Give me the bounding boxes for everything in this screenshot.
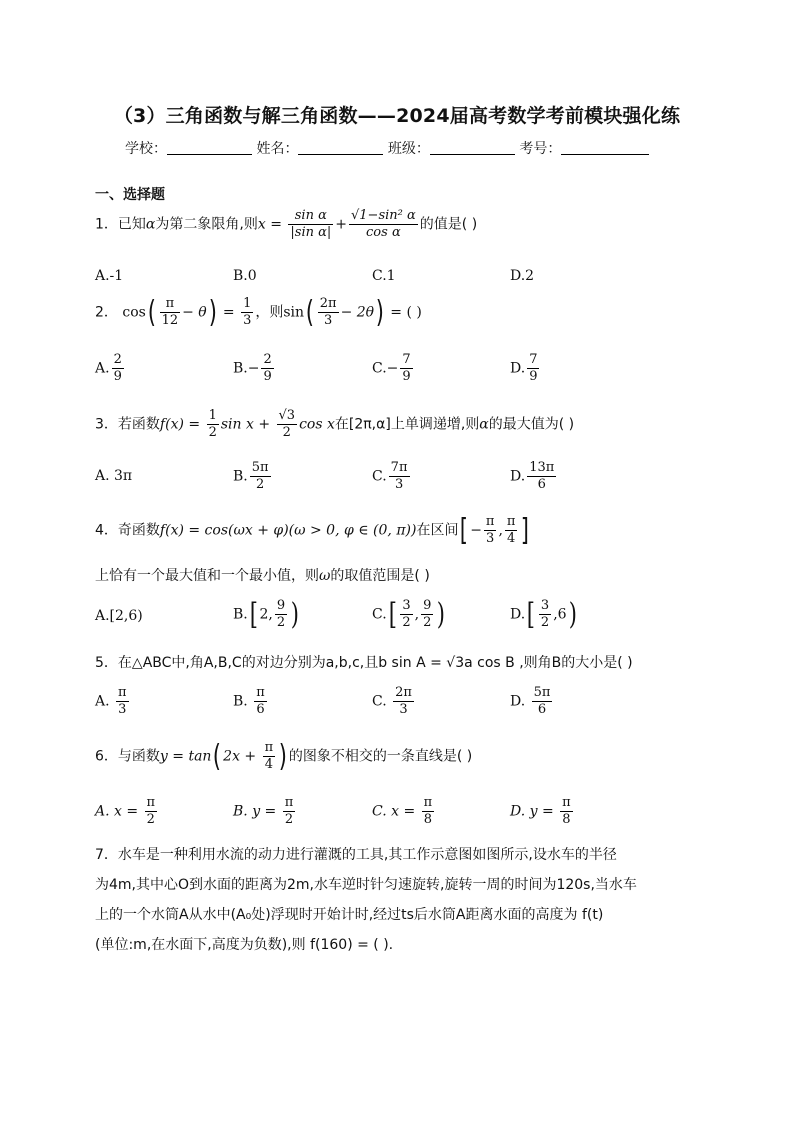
- q6-inner: 2x +: [223, 748, 261, 765]
- q3-frac-a: [207, 408, 219, 441]
- q5-option-c[interactable]: [372, 685, 416, 718]
- q6-option-b[interactable]: [233, 795, 297, 828]
- student-info-line: [125, 138, 649, 158]
- q4-mid: 在区间: [416, 522, 459, 539]
- q1-option-d[interactable]: D.2: [510, 268, 535, 284]
- q6-option-d[interactable]: [510, 795, 575, 828]
- q4-interval-right: [505, 514, 518, 547]
- q4-option-d-den: 2: [540, 615, 550, 630]
- q3-option-b-den: 2: [256, 477, 265, 492]
- q2-option-c-num: 7: [402, 352, 411, 367]
- q3-pre: 若函数: [117, 416, 160, 433]
- q6-number: 6．: [95, 748, 118, 765]
- q6-frac-num: π: [264, 740, 274, 755]
- q3-post: 的最大值为( ): [488, 416, 575, 433]
- q3-frac-b-den: 2: [282, 425, 291, 440]
- q2-paren-open-2: (: [305, 294, 315, 330]
- q5-option-b[interactable]: [233, 685, 269, 718]
- q5-option-b-label: B.: [233, 693, 248, 710]
- q3-option-c-num: 7π: [390, 460, 408, 475]
- q5-option-d-label: D.: [510, 693, 526, 710]
- q7-number: 7．: [95, 847, 118, 863]
- q3-cosx: cos x: [299, 416, 335, 433]
- q4-interval-right-den: 4: [507, 531, 516, 546]
- q6-pre: 与函数: [117, 748, 160, 765]
- q4-option-c-num1: 3: [402, 598, 411, 613]
- q2-option-b-label: B.−: [233, 360, 260, 377]
- q4-interval-right-num: π: [506, 514, 516, 529]
- q4-option-b-num: 9: [276, 598, 286, 613]
- q3-option-b-num: 5π: [251, 460, 269, 475]
- q6-option-a-den: 2: [146, 812, 155, 827]
- q4-option-c-den1: 2: [402, 615, 411, 630]
- q5-option-c-num: 2π: [395, 685, 412, 700]
- q1-mid: 为第二象限角,则: [155, 216, 258, 233]
- q5-option-b-den: 6: [256, 702, 265, 717]
- q5-option-c-label: C.: [372, 693, 387, 710]
- q1-eq: =: [265, 216, 287, 233]
- q2-frac-den: 12: [161, 313, 179, 328]
- q3-option-b[interactable]: [233, 460, 273, 493]
- q1-option-b[interactable]: B.0: [233, 268, 257, 284]
- q2-option-c[interactable]: [372, 352, 415, 385]
- q4-option-d-label: D.: [510, 606, 526, 623]
- q3-frac-a-den: 2: [208, 425, 217, 440]
- q2-paren-close: ): [208, 294, 217, 330]
- q2-option-d-label: D.: [510, 360, 526, 377]
- section-heading: 一、选择题: [95, 187, 165, 203]
- question-2: [95, 296, 422, 329]
- q2-minus-2theta: − 2θ: [340, 304, 375, 321]
- q2-paren-open: (: [147, 294, 156, 330]
- question-3: [95, 408, 574, 441]
- q1-post: 的值是( ): [419, 216, 478, 233]
- q2-number: 2．: [95, 304, 118, 321]
- q2-frac-num: π: [160, 296, 181, 313]
- q3-option-d-den: 6: [537, 477, 546, 492]
- q3-option-c-label: C.: [372, 468, 387, 485]
- q1-plus: +: [335, 216, 347, 233]
- q6-frac: [263, 740, 276, 773]
- q6-option-d-label: D. y =: [510, 803, 559, 820]
- q3-number: 3．: [95, 416, 118, 433]
- q4-bracket-open: [: [460, 512, 469, 548]
- q1-number: 1．: [95, 216, 118, 233]
- q3-option-a-value: 3π: [114, 468, 133, 484]
- question-7: [95, 840, 699, 960]
- q3-fx: f(x) =: [159, 416, 205, 433]
- q7-line-1-text: 水车是一种利用水流的动力进行灌溉的工具,其工作示意图如图所示,设水车的半径: [117, 847, 617, 863]
- q6-option-a[interactable]: [95, 795, 159, 828]
- q4-post: 的取值范围是( ): [330, 568, 430, 584]
- q4-option-c-den2: 2: [423, 615, 432, 630]
- q2-option-d-num: 7: [529, 352, 538, 367]
- q2-rhs: [241, 296, 253, 329]
- q2-sin: sin: [283, 304, 305, 321]
- q6-paren-open: (: [213, 738, 222, 774]
- q4-option-d[interactable]: D.[ $\frac{3}{2}$ ,6): [510, 596, 577, 632]
- q4-option-c[interactable]: C.[ $\frac{3}{2}$ , $\frac{9}{2}$ ): [372, 596, 446, 632]
- q2-option-c-den: 9: [402, 369, 411, 384]
- q1-alpha: α: [145, 216, 156, 233]
- q2-rhs-den: 3: [243, 313, 252, 328]
- q4-option-b[interactable]: B.[ 2, $\frac{9}{2}$ ): [233, 596, 300, 632]
- q2-minus-theta: − θ: [182, 304, 207, 321]
- q6-fx: y = tan: [159, 748, 212, 765]
- q6-option-a-num: π: [146, 795, 156, 810]
- q7-line-3: 上的一个水筒A从水中(A₀处)浮现时开始计时,经过ts后水筒A距离水面的高度为 f(t): [95, 907, 604, 923]
- q4-option-c-num2: 9: [423, 598, 432, 613]
- q4-interval-left: [484, 514, 497, 547]
- question-1: [95, 208, 477, 241]
- q2-option-b-num: 2: [263, 352, 272, 367]
- q3-frac-a-num: 1: [208, 408, 217, 423]
- q2-option-d[interactable]: [510, 352, 541, 385]
- q4-omega: ω: [319, 568, 331, 584]
- q6-option-c-den: 8: [423, 812, 433, 827]
- q2-cos: cos: [122, 304, 146, 321]
- q6-option-b-num: π: [284, 795, 294, 810]
- q6-option-c[interactable]: [372, 795, 436, 828]
- q4-fx: f(x) = cos(ωx + φ)(ω > 0, φ ∈ (0, π)): [159, 522, 417, 539]
- q6-option-d-den: 8: [562, 812, 571, 827]
- q5-option-d-den: 6: [537, 702, 547, 717]
- question-4-line-2: [95, 565, 430, 585]
- class-label: 班级：: [387, 141, 430, 157]
- name-label: 姓名：: [256, 141, 299, 157]
- q1-option-a[interactable]: A.-1: [95, 268, 124, 284]
- q2-option-a-num: 2: [113, 352, 122, 367]
- q4-option-d-num: 3: [540, 598, 550, 613]
- q5-option-a[interactable]: [95, 685, 131, 718]
- q2-sfrac-den: 3: [324, 313, 333, 328]
- q2-option-c-label: C.−: [372, 360, 399, 377]
- q3-option-d-num: 13π: [529, 460, 555, 475]
- school-label: 学校：: [125, 141, 167, 157]
- question-5: [95, 652, 633, 672]
- q6-paren-close: ): [278, 738, 288, 774]
- number-label: 考号：: [519, 141, 562, 157]
- q6-post: 的图象不相交的一条直线是( ): [288, 748, 473, 765]
- q7-line-1: [95, 840, 699, 870]
- class-blank[interactable]: [430, 140, 515, 155]
- question-6: [95, 740, 472, 773]
- q3-option-d[interactable]: [510, 460, 558, 493]
- q3-option-a-label: A.: [95, 468, 110, 484]
- q2-eq: =: [218, 304, 240, 321]
- q3-alpha: α: [479, 416, 489, 433]
- q6-option-b-den: 2: [284, 812, 294, 827]
- q1-frac-2: [349, 208, 418, 241]
- q5-option-a-label: A.: [95, 693, 110, 710]
- q5-option-d-num: 5π: [533, 685, 551, 700]
- q3-mid: 在[2π,α]上单调递增,则: [334, 416, 480, 433]
- q2-post: = ( ): [385, 304, 422, 321]
- q2-option-b[interactable]: [233, 352, 276, 385]
- number-blank[interactable]: [561, 140, 649, 155]
- q6-option-d-num: π: [562, 795, 571, 810]
- q6-option-c-num: π: [423, 795, 433, 810]
- q1-frac-2-num: √1−sin² α: [351, 208, 416, 223]
- q1-frac-1-num: sin α: [288, 208, 333, 225]
- q5-option-b-num: π: [256, 685, 265, 700]
- q2-sfrac: [318, 296, 339, 329]
- q3-sinx: sin x +: [220, 416, 275, 433]
- q2-option-a-label: A.: [95, 360, 110, 377]
- q5-option-a-num: π: [118, 685, 127, 700]
- q2-option-a-den: 9: [113, 369, 122, 384]
- name-blank[interactable]: [298, 140, 383, 155]
- q2-frac: [160, 296, 181, 329]
- q1-pre: 已知: [117, 216, 146, 233]
- q3-option-a[interactable]: [95, 468, 132, 484]
- q2-sfrac-num: 2π: [319, 296, 337, 311]
- q5-option-a-den: 3: [118, 702, 127, 717]
- q7-line-4: (单位:m,在水面下,高度为负数),则 f(160) = ( ).: [95, 937, 394, 953]
- q1-option-c[interactable]: C.1: [372, 268, 396, 284]
- q2-rhs-num: 1: [243, 296, 252, 311]
- school-blank[interactable]: [167, 140, 252, 155]
- q6-frac-den: 4: [264, 757, 274, 772]
- q4-line2: 上恰有一个最大值和一个最小值，则: [95, 568, 319, 584]
- q5-option-c-den: 3: [399, 702, 408, 717]
- q5-option-d[interactable]: [510, 685, 554, 718]
- q4-interval-left-den: 3: [486, 531, 495, 546]
- q2-option-b-den: 9: [263, 369, 272, 384]
- q3-option-c-den: 3: [394, 477, 404, 492]
- q3-option-b-label: B.: [233, 468, 248, 485]
- q4-pre: 奇函数: [117, 522, 160, 539]
- q3-option-c[interactable]: [372, 460, 412, 493]
- q4-number: 4．: [95, 522, 118, 539]
- q2-then: ，则: [255, 304, 284, 321]
- q1-frac-2-den: cos α: [366, 225, 401, 240]
- q3-option-d-label: D.: [510, 468, 526, 485]
- q1-x: x: [257, 216, 266, 233]
- q2-paren-close-2: ): [375, 294, 385, 330]
- q2-option-d-den: 9: [529, 369, 538, 384]
- q4-option-c-label: C.: [372, 606, 387, 623]
- q3-frac-b: [277, 408, 298, 441]
- q4-option-b-label: B.: [233, 606, 248, 623]
- q6-option-a-label: A. x =: [95, 803, 143, 820]
- q4-option-b-den: 2: [276, 615, 286, 630]
- page-title: （3）三角函数与解三角函数——2024届高考数学考前模块强化练: [113, 105, 681, 127]
- q1-frac-1-den: |sin α|: [290, 225, 332, 240]
- q5-number: 5．: [95, 655, 118, 671]
- q4-option-a[interactable]: A.[2,6): [95, 608, 143, 624]
- question-4: 4．奇函数f(x) = cos(ωx + φ)(ω > 0, φ ∈ (0, π))在区间[ − $\frac{\pi}{3}$ , $\frac{\pi}{4}$ ]: [95, 512, 530, 548]
- q6-option-c-label: C. x =: [372, 803, 420, 820]
- q5-text: 在△ABC中,角A,B,C的对边分别为a,b,c,且b sin A = √3a cos B ,则角B的大小是( ): [117, 655, 633, 671]
- q1-frac-1: [288, 208, 333, 241]
- q6-option-b-label: B. y =: [233, 803, 281, 820]
- q4-interval-left-num: π: [485, 514, 495, 529]
- q4-bracket-close: ]: [521, 512, 530, 548]
- q2-option-a[interactable]: [95, 352, 126, 385]
- q7-line-2: 为4m,其中心O到水面的距离为2m,水车逆时针匀速旋转,旋转一周的时间为120s,当水车: [95, 877, 637, 893]
- q3-frac-b-num: √3: [278, 408, 296, 423]
